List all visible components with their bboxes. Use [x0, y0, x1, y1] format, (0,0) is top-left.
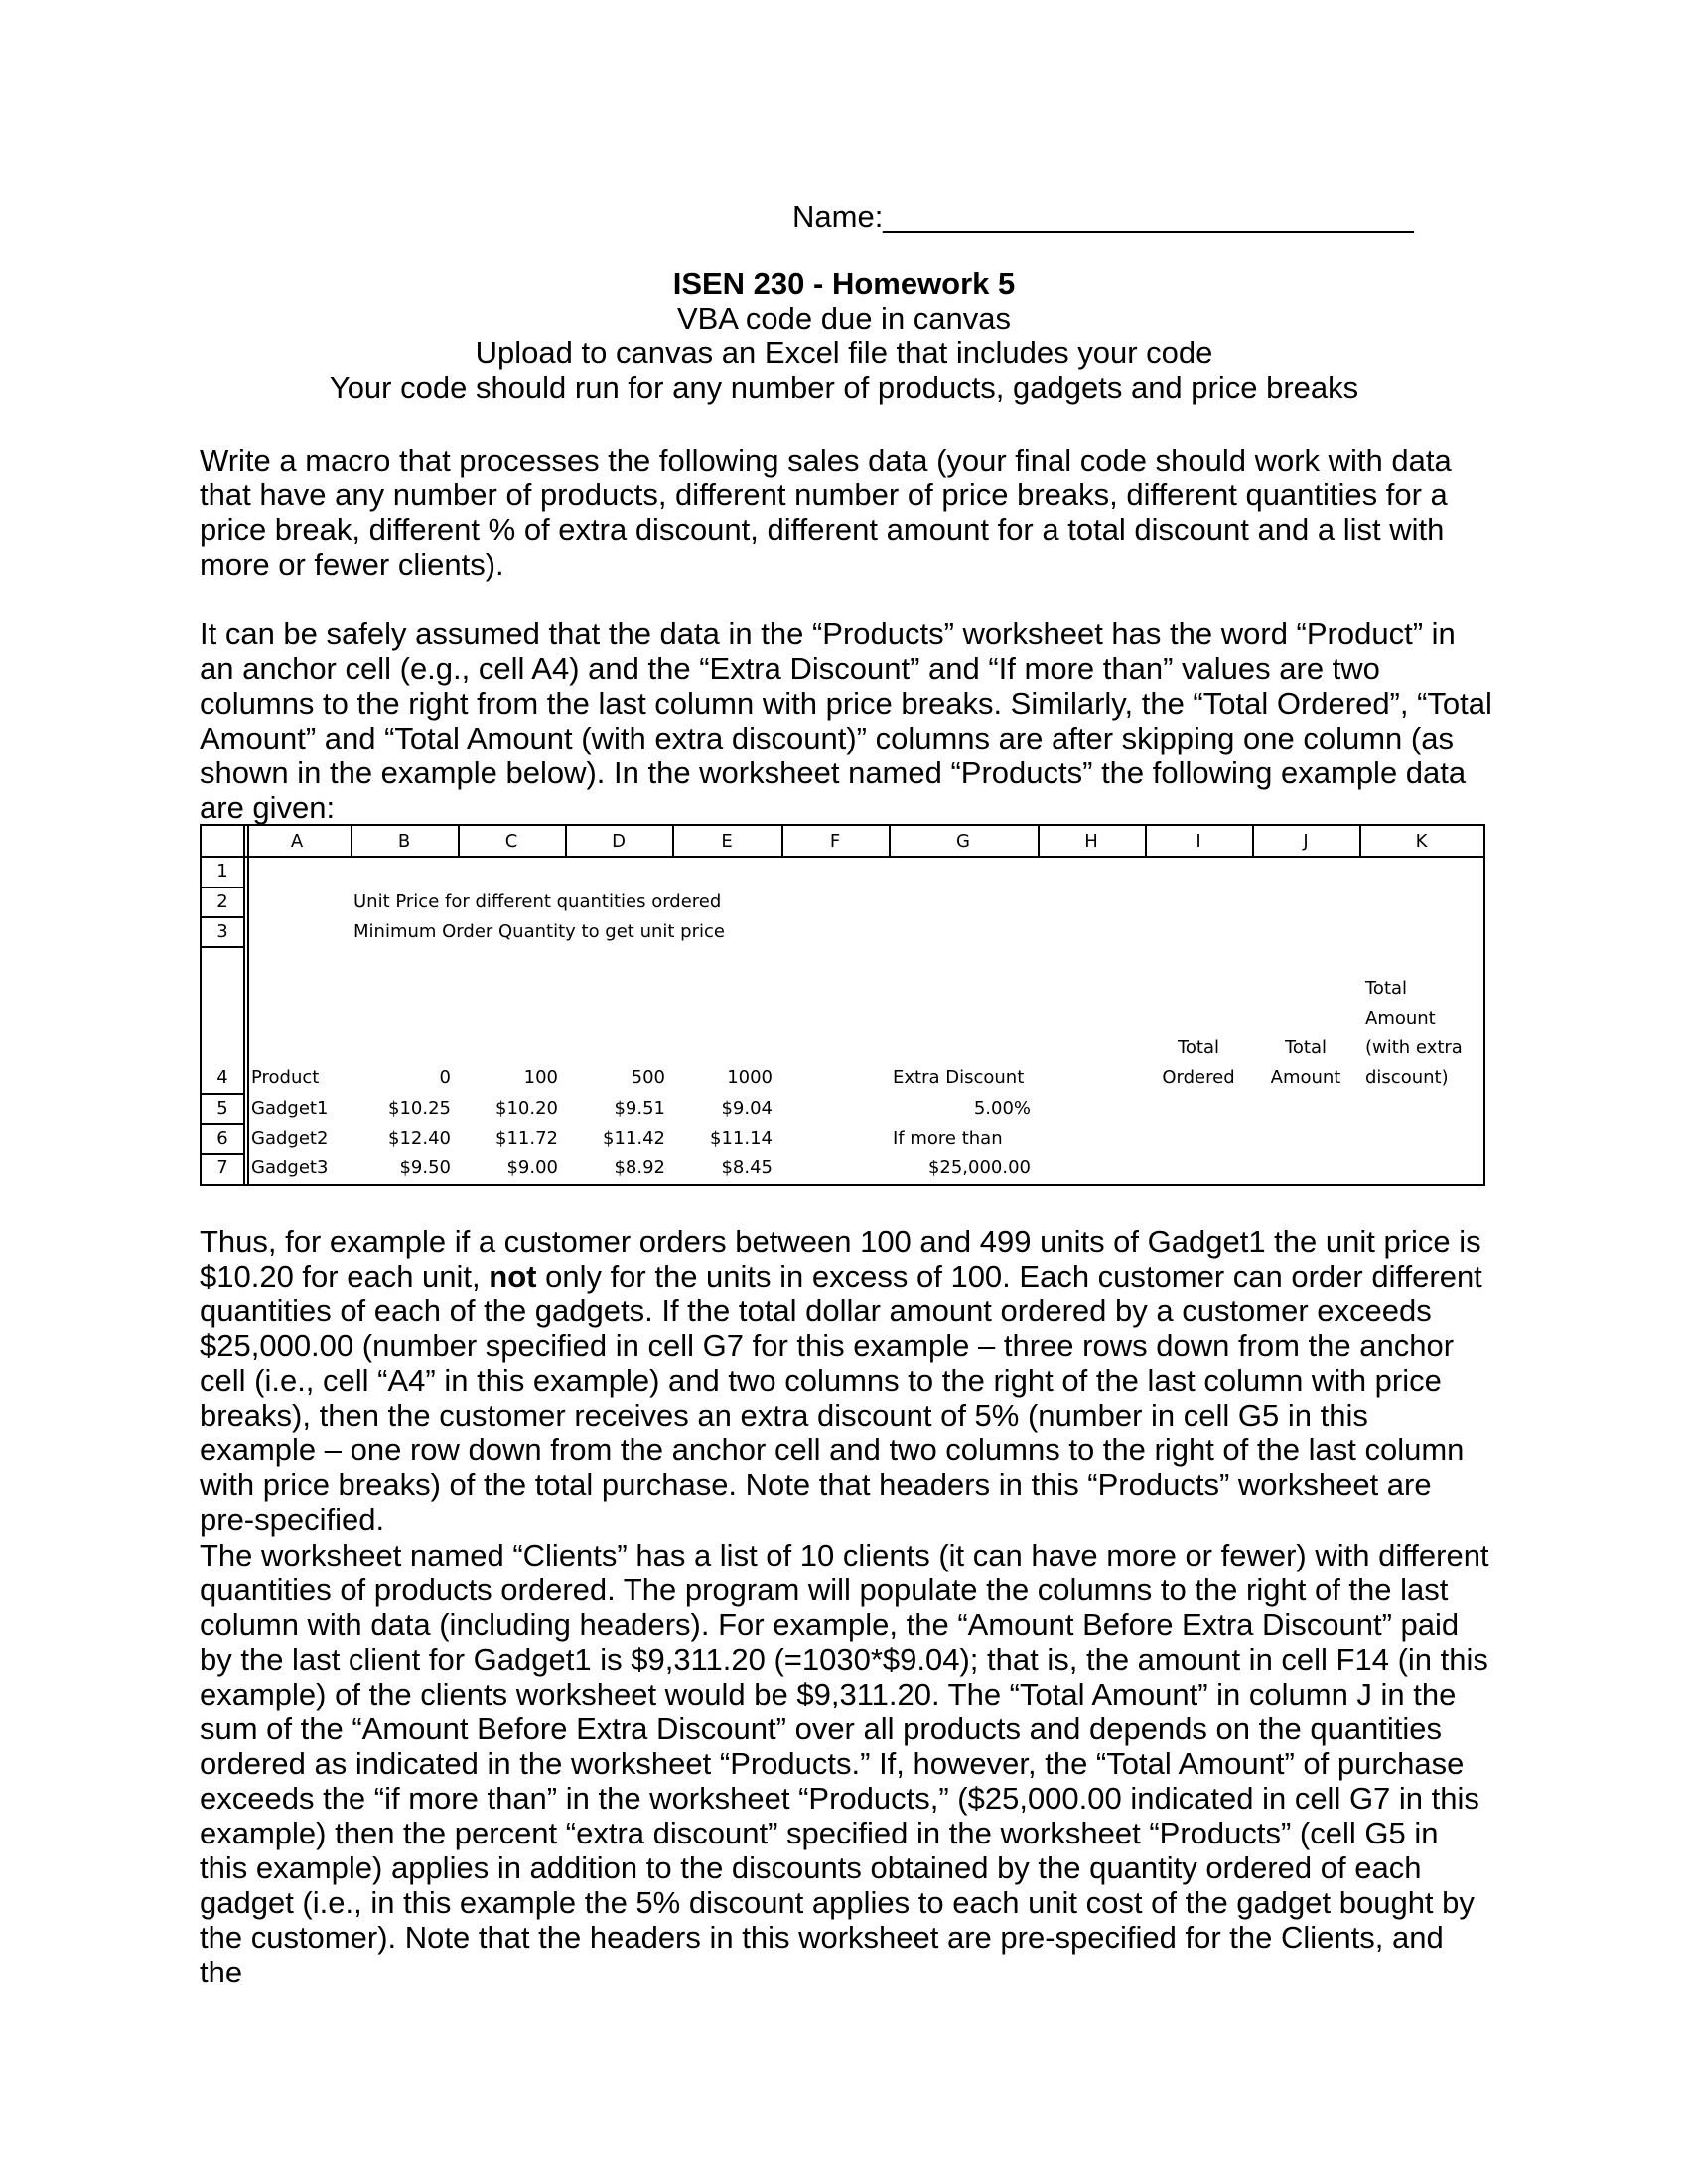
- grid-line: [351, 826, 352, 856]
- paragraph-example-part-2: only for the units in excess of 100. Each customer can order different quantities of each of the gadgets. If the total dollar amount ordered by a customer exceeds $25,000.00 (number specified in cell G7 for this example – three rows down from the anchor cell (i.e., cell “A4” in this example) and two columns to the right of the last column with price breaks), then the customer receives an extra discount of 5% (number in cell G5 in this example – one row down from the anchor cell and two columns to the right of the last column with price breaks) of the total purchase. Note that headers in this “Products” worksheet are pre-specified.: [200, 1259, 1482, 1537]
- header-line-3: Your code should run for any number of products, gadgets and price breaks: [329, 370, 1359, 405]
- column-header-j: J: [1303, 831, 1309, 852]
- cell-e7: $8.45: [721, 1158, 773, 1178]
- grid-line: [458, 826, 460, 856]
- column-header-h: H: [1084, 831, 1098, 852]
- paragraph-example: [200, 1224, 1492, 1537]
- column-header-a: A: [290, 831, 304, 852]
- cell-c5: $10.20: [495, 1098, 558, 1119]
- header-line-1: VBA code due in canvas: [676, 301, 1012, 336]
- paragraph-instructions: Write a macro that processes the following sales data (your final code should work with data that have any number of products, different number of price breaks, different quantities for a price break, different % of extra discount, different amount for a total discount and a list with more or fewer clients).: [200, 443, 1452, 582]
- cell-d4: 500: [631, 1067, 665, 1088]
- paragraph-assumptions: It can be safely assumed that the data in the “Products” worksheet has the word “Product” in an anchor cell (e.g., cell A4) and the “Extra Discount” and “If more than” values are two columns to the right from the last column with price breaks. Similarly, the “Total Ordered”, “Total Amount” and “Total Amount (with extra discount)” columns are after skipping one column (as shown in the example below). In the worksheet named “Products” the following example data are given:: [200, 616, 1492, 825]
- cell-k4-line3: (with extra: [1365, 1037, 1463, 1058]
- name-field-line: Name:_______________________________: [792, 200, 1414, 234]
- cell-b5: $10.25: [388, 1098, 451, 1119]
- cell-c6: $11.72: [495, 1128, 558, 1149]
- assignment-title: ISEN 230 - Homework 5: [672, 266, 1016, 301]
- column-header-c: C: [504, 831, 518, 852]
- column-header-g: G: [956, 831, 970, 852]
- column-header-k: K: [1415, 831, 1428, 852]
- grid-line: [1145, 826, 1147, 856]
- emphasis-not: not: [489, 1259, 537, 1294]
- grid-line: [565, 826, 567, 856]
- grid-line: [889, 826, 891, 856]
- cell-a5: Gadget1: [251, 1098, 329, 1119]
- cell-k4-line4: discount): [1365, 1067, 1449, 1088]
- cell-e5: $9.04: [721, 1098, 773, 1119]
- row-number-1: 1: [216, 861, 228, 882]
- cell-g4: Extra Discount: [893, 1067, 1025, 1088]
- products-spreadsheet: [200, 824, 1485, 1186]
- column-header-f: F: [829, 831, 841, 852]
- row-number-border-inner: [247, 826, 249, 1184]
- cell-b7: $9.50: [399, 1158, 451, 1178]
- cell-a7: Gadget3: [251, 1158, 329, 1178]
- column-header-d: D: [612, 831, 626, 852]
- cell-d5: $9.51: [614, 1098, 665, 1119]
- row-number-4: 4: [216, 1067, 228, 1088]
- cell-j4-line2: Amount: [1270, 1067, 1341, 1088]
- cell-c7: $9.00: [506, 1158, 558, 1178]
- cell-e6: $11.14: [710, 1128, 773, 1149]
- cell-a6: Gadget2: [251, 1128, 329, 1149]
- header-line-2: Upload to canvas an Excel file that includes your code: [475, 336, 1213, 370]
- row-number-border: [243, 826, 245, 1184]
- cell-j4-line1: Total: [1284, 1037, 1328, 1058]
- row-number-5: 5: [216, 1098, 228, 1119]
- cell-k4-line1: Total: [1365, 978, 1408, 999]
- grid-line: [1252, 826, 1254, 856]
- cell-b2: Unit Price for different quantities ordered: [353, 891, 722, 912]
- grid-line: [781, 826, 783, 856]
- paragraph-example-part-1: Thus, for example if a customer orders between 100 and 499 units of Gadget1 the unit price is $10.20 for each unit,: [200, 1224, 1481, 1294]
- row-number-6: 6: [216, 1128, 228, 1149]
- cell-g5: 5.00%: [973, 1098, 1031, 1119]
- cell-b6: $12.40: [388, 1128, 451, 1149]
- row-number-2: 2: [216, 891, 228, 912]
- row-number-3: 3: [216, 921, 228, 942]
- cell-i4-line1: Total: [1177, 1037, 1220, 1058]
- cell-c4: 100: [523, 1067, 558, 1088]
- cell-k4-line2: Amount: [1365, 1008, 1436, 1028]
- assignment-header: [0, 266, 1688, 405]
- paragraph-clients: The worksheet named “Clients” has a list of 10 clients (it can have more or fewer) with different quantities of products ordered. The program will populate the columns to the right of the last column with data (including headers). For example, the “Amount Before Extra Discount” paid by the last client for Gadget1 is $9,311.20 (=1030*$9.04); that is, the amount in cell F14 (in this example) of the clients worksheet would be $9,311.20. The “Total Amount” in column J in the sum of the “Amount Before Extra Discount” over all products and depends on the quantities ordered as indicated in the worksheet “Products.” If, however, the “Total Amount” of purchase exceeds the “if more than” in the worksheet “Products,” ($25,000.00 indicated in cell G7 in this example) then the percent “extra discount” specified in the worksheet “Products” (cell G5 in this example) applies in addition to the discounts obtained by the quantity ordered of each gadget (i.e., in this example the 5% discount applies to each unit cost of the gadget bought by the customer). Note that the headers in this worksheet are pre-specified for the Clients, and the: [200, 1538, 1489, 1989]
- cell-d7: $8.92: [614, 1158, 665, 1178]
- header-row-border: [202, 856, 1483, 858]
- cell-g7: $25,000.00: [927, 1158, 1031, 1178]
- grid-line: [1359, 826, 1361, 856]
- cell-d6: $11.42: [603, 1128, 665, 1149]
- cell-g6: If more than: [893, 1128, 1003, 1149]
- column-header-i: I: [1196, 831, 1201, 852]
- cell-b3: Minimum Order Quantity to get unit price: [353, 921, 725, 942]
- grid-line: [672, 826, 674, 856]
- cell-i4-line2: Ordered: [1162, 1067, 1235, 1088]
- row-number-7: 7: [216, 1158, 228, 1178]
- column-header-b: B: [397, 831, 411, 852]
- cell-e4: 1000: [727, 1067, 773, 1088]
- cell-b4: 0: [439, 1067, 451, 1088]
- column-header-e: E: [721, 831, 733, 852]
- grid-line: [1038, 826, 1040, 856]
- cell-a4: Product: [251, 1067, 320, 1088]
